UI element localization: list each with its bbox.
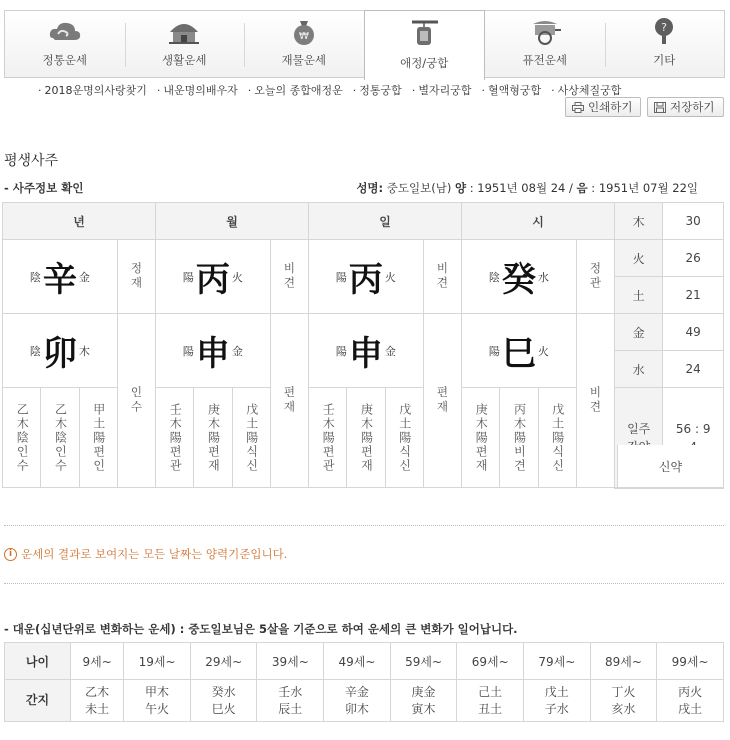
- daeun-table: [4, 642, 724, 722]
- ganji-cell: 丙火 戌土: [657, 680, 724, 722]
- branch-god-month: 편재: [270, 314, 308, 488]
- element-value: 26: [663, 240, 724, 277]
- hidden-stem: 甲土陽편인: [79, 388, 117, 488]
- save-label: 저장하기: [670, 100, 715, 114]
- age-cell: 99세~: [657, 643, 724, 680]
- age-cell: 89세~: [590, 643, 657, 680]
- ganji-cell: 己土 丑土: [457, 680, 524, 722]
- branch-month: 陽 申 金: [156, 314, 271, 388]
- element-value: 30: [663, 203, 724, 240]
- stem-god-month: 비견: [270, 240, 308, 314]
- cart-icon: [527, 16, 563, 46]
- section-title: - 사주정보 확인: [4, 180, 83, 196]
- age-cell: 79세~: [523, 643, 590, 680]
- tab-label: 애정/궁합: [400, 56, 449, 70]
- sublink-jeongtong-gunghap[interactable]: · 정통궁합: [353, 82, 402, 98]
- tab-fusion[interactable]: [485, 11, 605, 77]
- tab-label: 재물운세: [281, 53, 326, 67]
- divider: [4, 583, 724, 584]
- person-info: 성명: 중도일보(남) 양 : 1951년 08월 24 / 음 : 1951년 07월 22일: [356, 181, 698, 195]
- ilju-value: 56 : 9: [663, 388, 724, 488]
- header-hour: 시: [462, 203, 615, 240]
- hidden-stem: 丙木陽비견: [500, 388, 538, 488]
- hidden-stem: 戊土陽식신: [232, 388, 270, 488]
- stem-year: 陰 辛 金: [3, 240, 118, 314]
- strength-cell: [617, 445, 724, 488]
- ganji-cell: 戊土 子水: [523, 680, 590, 722]
- sub-links: [38, 82, 631, 98]
- branch-god-hour: 비견: [576, 314, 614, 488]
- age-label: 나이: [5, 643, 71, 680]
- ganji-cell: 辛金 卯木: [324, 680, 391, 722]
- branch-god-day: 편재: [423, 314, 461, 488]
- header-year: 년: [3, 203, 156, 240]
- ganji-cell: 乙木 未土: [71, 680, 124, 722]
- money-bag-icon: [286, 16, 322, 46]
- top-nav: [4, 10, 725, 78]
- branch-god-year: 인수: [117, 314, 155, 488]
- hidden-stem: 壬木陽편관: [156, 388, 194, 488]
- strength-value: 신약: [658, 459, 683, 474]
- ganji-cell: 庚金 寅木: [390, 680, 457, 722]
- save-icon: [654, 102, 666, 113]
- age-cell: 59세~: [390, 643, 457, 680]
- tab-saenghwal[interactable]: [125, 11, 245, 77]
- sublink-love-find[interactable]: · 2018운명의사랑찾기: [38, 82, 147, 98]
- element-key: 木: [615, 203, 663, 240]
- stem-god-day: 비견: [423, 240, 461, 314]
- solar-date: 1951년 08월 24: [477, 181, 566, 195]
- divider: [4, 525, 724, 526]
- name-label: 성명: [356, 181, 379, 195]
- svg-text:₩: ₩: [298, 31, 309, 42]
- question-icon: [646, 16, 682, 46]
- age-cell: 69세~: [457, 643, 524, 680]
- lantern-icon: [406, 19, 442, 49]
- house-icon: [166, 16, 202, 46]
- age-cell: 39세~: [257, 643, 324, 680]
- saju-table: [2, 202, 724, 489]
- stem-god-year: 정재: [117, 240, 155, 314]
- element-key: 火: [615, 240, 663, 277]
- hidden-stem: 戊土陽식신: [385, 388, 423, 488]
- hidden-stem: 壬木陽편관: [309, 388, 347, 488]
- ganji-cell: 壬水 辰土: [257, 680, 324, 722]
- tab-label: 생활운세: [162, 53, 207, 67]
- sublink-star-gunghap[interactable]: · 별자리궁합: [412, 82, 472, 98]
- ganji-label: 간지: [5, 680, 71, 722]
- tab-label: 기타: [653, 53, 676, 67]
- tab-etc[interactable]: [605, 11, 725, 77]
- tab-label: 정통운세: [42, 53, 87, 67]
- ilju-label: 일주: [615, 388, 663, 488]
- hidden-stem: 乙木陰인수: [41, 388, 79, 488]
- hidden-stem: 庚木陽편재: [194, 388, 232, 488]
- tab-jeongtong[interactable]: [5, 11, 125, 77]
- page-title: 평생사주: [4, 153, 59, 169]
- hidden-stem: 庚木陽편재: [347, 388, 385, 488]
- daeun-title: - 대운(십년단위로 변화하는 운세) : 중도일보님은 5살을 기준으로 하여 운세의 큰 변화가 일어납니다.: [4, 621, 518, 637]
- age-cell: 9세~: [71, 643, 124, 680]
- printer-icon: [572, 102, 584, 113]
- element-key: 水: [615, 351, 663, 388]
- lunar-date: 1951년 07월 22일: [598, 181, 698, 195]
- print-label: 인쇄하기: [588, 100, 633, 114]
- person-name: 중도일보(남): [386, 181, 452, 195]
- ganji-cell: 甲木 午火: [124, 680, 191, 722]
- tab-aejeong[interactable]: [364, 10, 486, 80]
- stem-hour: 陰 癸 水: [462, 240, 577, 314]
- sublink-sasang-gunghap[interactable]: · 사상체질궁합: [551, 82, 621, 98]
- info-icon: i: [4, 548, 17, 561]
- header-month: 월: [156, 203, 309, 240]
- age-cell: 49세~: [324, 643, 391, 680]
- header-day: 일: [309, 203, 462, 240]
- solar-label: 양: [454, 181, 467, 195]
- sublink-today-love[interactable]: · 오늘의 종합애정운: [248, 82, 343, 98]
- date-note: [4, 546, 287, 562]
- branch-year: 陰 卯 木: [3, 314, 118, 388]
- element-value: 49: [663, 314, 724, 351]
- note-text: 운세의 결과로 보여지는 모든 날짜는 양력기준입니다.: [21, 547, 288, 561]
- sublink-blood-gunghap[interactable]: · 혈액형궁합: [481, 82, 541, 98]
- branch-day: 陽 申 金: [309, 314, 424, 388]
- tab-jaemul[interactable]: [244, 11, 364, 77]
- ganji-cell: 癸水 巳火: [190, 680, 257, 722]
- sublink-spouse[interactable]: · 내운명의배우자: [157, 82, 238, 98]
- element-key: 土: [615, 277, 663, 314]
- print-button[interactable]: [565, 97, 641, 117]
- stem-god-hour: 정관: [576, 240, 614, 314]
- age-cell: 19세~: [124, 643, 191, 680]
- age-cell: 29세~: [190, 643, 257, 680]
- element-key: 金: [615, 314, 663, 351]
- cloud-icon: [47, 16, 83, 46]
- tab-label: 퓨전운세: [522, 53, 567, 67]
- hidden-stem: 戊土陽식신: [538, 388, 576, 488]
- element-value: 24: [663, 351, 724, 388]
- svg-text:?: ?: [661, 21, 668, 34]
- ganji-cell: 丁火 亥水: [590, 680, 657, 722]
- hidden-stem: 乙木陰인수: [3, 388, 41, 488]
- branch-hour: 陽 巳 火: [462, 314, 577, 388]
- save-button[interactable]: [647, 97, 724, 117]
- stem-month: 陽 丙 火: [156, 240, 271, 314]
- hidden-stem: 庚木陽편재: [462, 388, 500, 488]
- stem-day: 陽 丙 火: [309, 240, 424, 314]
- element-value: 21: [663, 277, 724, 314]
- lunar-label: 음: [576, 181, 588, 195]
